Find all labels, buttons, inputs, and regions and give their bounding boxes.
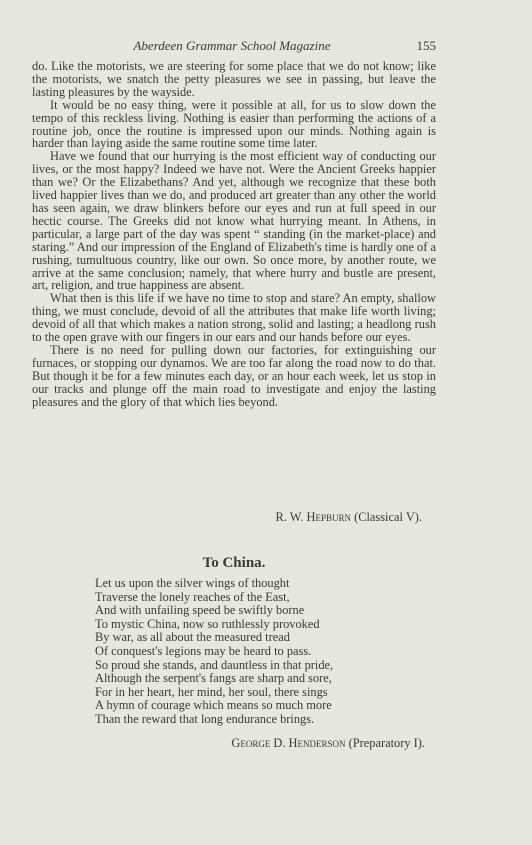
essay-body (32, 60, 436, 408)
poem-line: Of conquest's legions may be heard to pass. (95, 643, 312, 658)
essay-author-class: (Classical V). (354, 510, 422, 524)
poem-line: For in her heart, her mind, her soul, there sings (95, 684, 328, 699)
poem-line: A hymn of courage which means so much more (95, 698, 332, 713)
essay-paragraph-5: There is no need for pulling down our factories, for extinguishing our furnaces, or stopping our dynamos. We are too far along the road now to do that. But though it be for a few minutes each day, or an hour each week, let us stop in our tracks and plunge off the main road to investigate and enjoy the lasting pleasures and the glory of that which lies beyond. (32, 342, 436, 409)
essay-paragraph-2: It would be no easy thing, were it possible at all, for us to slow down the tempo of this reckless living. Nothing is easier than performing the actions of a routine job, once the routine is impressed upon our minds. Nothing again is harder than laying aside the same routine some time later. (32, 97, 436, 151)
poem-author-class: (Preparatory I). (348, 736, 425, 750)
essay-signature (120, 510, 422, 525)
page-number: 155 (416, 38, 436, 53)
poem-title: To China. (202, 555, 266, 571)
poem-body (95, 577, 425, 727)
poem-line: To mystic China, now so ruthlessly provoked (95, 616, 320, 631)
poem-line: Let us upon the silver wings of thought (95, 576, 290, 590)
poem-line: Although the serpent's fangs are sharp and sore, (95, 671, 332, 686)
essay-author-surname: Hepburn (306, 510, 351, 524)
poem-line: So proud she stands, and dauntless in that pride, (95, 657, 334, 672)
poem-line: And with unfailing speed be swiftly borne (95, 603, 305, 618)
poem-line: By war, as all about the measured tread (95, 630, 290, 645)
poem-signature (120, 736, 425, 751)
essay-paragraph-1: do. Like the motorists, we are steering for some place that we do not know; like the motorists, we snatch the petty pleasures we see in passing, but leave the lasting pleasures by the wayside. (32, 59, 436, 99)
poem-line: Than the reward that long endurance brings. (95, 711, 315, 726)
poem-author-name: George D. Henderson (231, 736, 346, 750)
running-header: Aberdeen Grammar School Magazine (133, 38, 331, 53)
essay-author-initials: R. W. (275, 510, 304, 524)
essay-paragraph-4: What then is this life if we have no time to stop and stare? An empty, shallow thing, we must conclude, devoid of all the attributes that make life worth living; devoid of all that which makes a nation strong, solid and lasting; a headlong rush to the open grave with our fingers in our ears and our hands before our eyes. (32, 291, 436, 345)
essay-paragraph-3: Have we found that our hurrying is the most efficient way of conducting our lives, or the most happy? Indeed we have not. Were the Ancient Greeks happier than we? Or the Elizabethans? And yet, although we recognize that these both lived happier lives than we do, and produced art greater than any other the world has seen again, we draw blinkers before our eyes and run at full speed in our hectic course. The Greeks did not know what hurrying meant. In Athens, in particular, a large part of the day was spent “ standing (in the market-place) and staring.” And our impression of the England of Elizabeth's time is hardly one of a rushing, tumultuous country, like our own. So once more, by another route, we arrive at the same conclusion; namely, that where hurry and bustle are present, art, religion, and true happiness are absent. (32, 149, 436, 293)
poem-line: Traverse the lonely reaches of the East, (95, 589, 290, 604)
